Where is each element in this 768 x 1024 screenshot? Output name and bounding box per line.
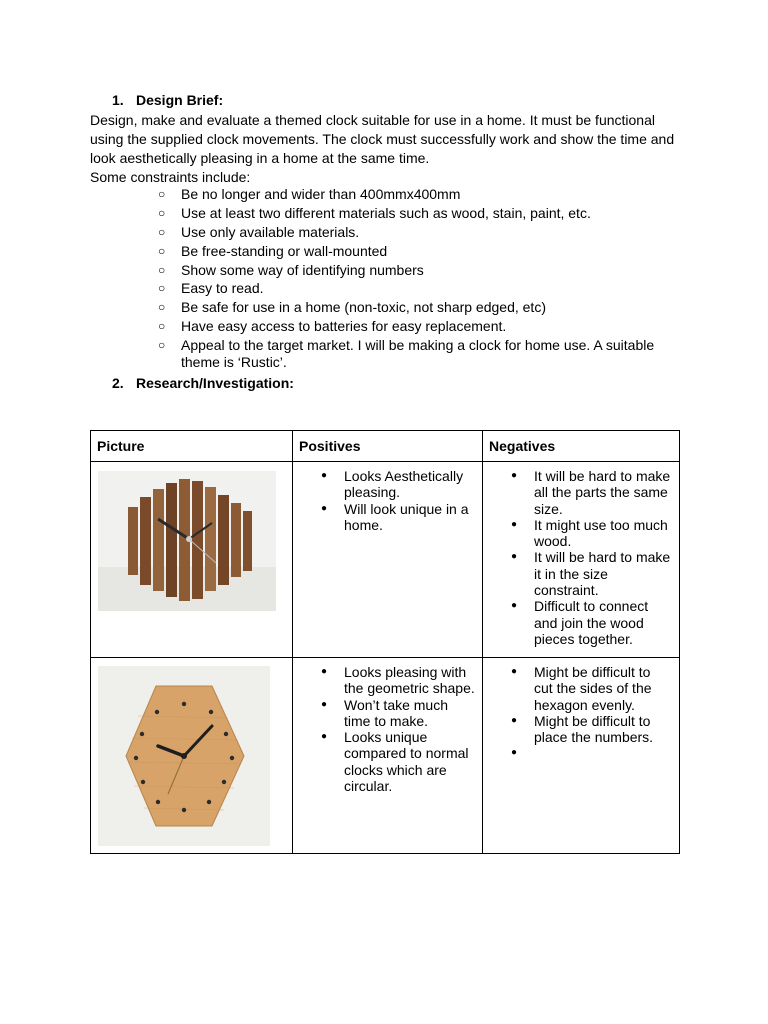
table-row (91, 462, 680, 658)
table-row (91, 658, 680, 854)
design-brief-paragraph: Design, make and evaluate a themed clock suitable for use in a home. It must be functional using the supplied clock movements. The clock must successfully work and show the time and look aesthetically pleasing in a home at the same time. (90, 112, 675, 166)
bullet-icon: ● (511, 470, 518, 481)
constraints-intro: Some constraints include: (90, 169, 251, 185)
hollow-bullet-icon: ○ (158, 262, 166, 277)
bullet-icon: ● (321, 698, 328, 710)
constraint-item: ○ Show some way of identifying numbers (158, 261, 424, 278)
hollow-bullet-icon: ○ (158, 319, 166, 334)
header-picture: Picture (91, 431, 293, 462)
list-item: ● It will be hard to make it in the size constraint. (511, 549, 671, 599)
list-item: ● Might be difficult to cut the sides of the hexagon evenly. (511, 664, 652, 713)
section-title: Design Brief: (136, 92, 224, 108)
bullet-icon: ● (321, 666, 328, 677)
header-positives: Positives (293, 431, 483, 462)
list-item: ● Looks Aesthetically pleasing. (321, 468, 464, 501)
list-item: ● Difficult to connect and join the wood pieces together. (511, 598, 649, 647)
constraint-item: ○ Have easy access to batteries for easy replacement. (158, 318, 507, 335)
list-item: ● Might be difficult to place the numbers. (511, 712, 654, 746)
table-header-row (91, 431, 680, 462)
hollow-bullet-icon: ○ (158, 205, 166, 220)
hollow-bullet-icon: ○ (158, 243, 166, 258)
list-item: ● Won’t take much time to make. (321, 696, 449, 729)
list-item: ● It might use too much wood. (511, 516, 668, 550)
picture-cell (91, 658, 293, 854)
list-item (483, 745, 673, 761)
positives-cell (293, 462, 483, 658)
hollow-bullet-icon: ○ (158, 281, 166, 296)
wooden-slat-clock-photo (98, 471, 276, 611)
bullet-icon: ● (511, 551, 518, 563)
hollow-bullet-icon: ○ (158, 224, 166, 239)
constraint-item: ○ Use only available materials. (158, 223, 360, 240)
section-number: 1. (112, 92, 124, 108)
bullet-icon: ● (321, 731, 328, 743)
bullet-icon: ● (511, 747, 518, 759)
constraint-item: ○ Be no longer and wider than 400mmx400mm (158, 186, 461, 202)
constraints-list (158, 186, 681, 373)
bullet-icon: ● (511, 666, 518, 677)
list-item: ● It will be hard to make all the parts the same size. (511, 468, 671, 517)
hollow-bullet-icon: ○ (158, 338, 166, 353)
constraint-item: ○ Be safe for use in a home (non-toxic, not sharp edged, etc) (158, 299, 546, 316)
section-heading-design-brief (112, 92, 223, 108)
hollow-bullet-icon: ○ (158, 300, 166, 315)
section-title: Research/Investigation: (136, 375, 294, 391)
bullet-icon: ● (511, 518, 518, 530)
bullet-icon: ● (321, 502, 328, 514)
header-negatives: Negatives (483, 431, 680, 462)
list-item: ● Will look unique in a home. (321, 500, 469, 533)
constraint-item: ○ Use at least two different materials such as wood, stain, paint, etc. (158, 204, 591, 221)
hexagon-wood-clock-photo (98, 666, 270, 846)
bullet-icon: ● (321, 470, 328, 481)
list-item: ● Looks pleasing with the geometric shape. (321, 664, 475, 697)
negatives-cell (483, 462, 680, 658)
section-heading-research (112, 375, 294, 391)
hollow-bullet-icon: ○ (158, 187, 166, 201)
picture-cell (91, 462, 293, 658)
constraint-item: ○ Appeal to the target market. I will be making a clock for home use. A suitable theme is ‘Rustic’. (158, 337, 655, 370)
negatives-cell (483, 658, 680, 854)
research-table (90, 430, 680, 854)
positives-cell (293, 658, 483, 854)
bullet-icon: ● (511, 600, 518, 612)
list-item: ● Looks unique compared to normal clocks which are circular. (321, 729, 469, 795)
bullet-icon: ● (511, 714, 518, 726)
constraint-item: ○ Easy to read. (158, 280, 264, 297)
constraint-item: ○ Be free-standing or wall-mounted (158, 242, 388, 259)
section-number: 2. (112, 375, 124, 391)
